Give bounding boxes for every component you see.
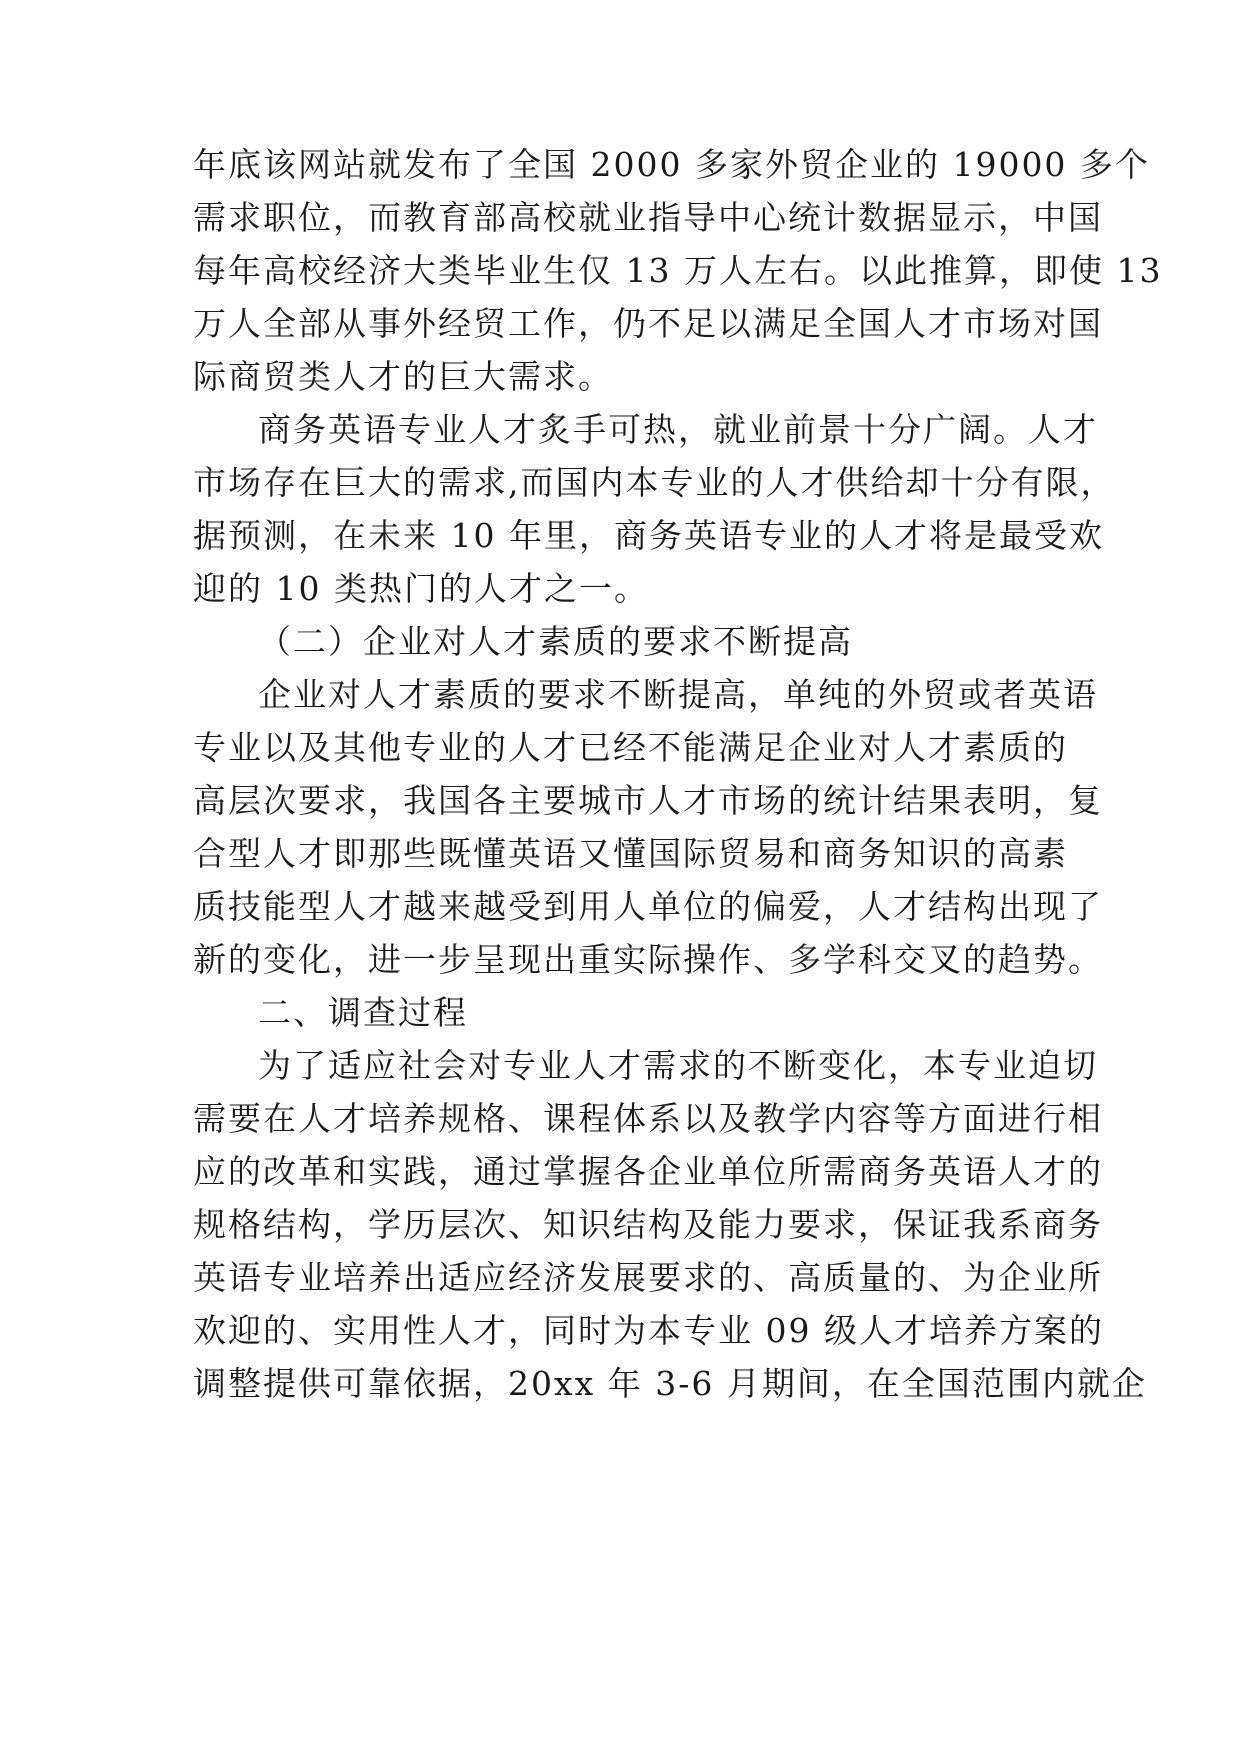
paragraph-4-line-1: 企业对人才素质的要求不断提高，单纯的外贸或者英语 xyxy=(258,675,1098,714)
paragraph-6-line-6: 欢迎的、实用性人才，同时为本专业 09 级人才培养方案的 xyxy=(193,1311,1104,1350)
paragraph-4-line-5: 质技能型人才越来越受到用人单位的偏爱，人才结构出现了 xyxy=(193,887,1103,926)
paragraph-2-line-4: 迎的 10 类热门的人才之一。 xyxy=(193,569,649,608)
paragraph-1-line-2: 需求职位，而教育部高校就业指导中心统计数据显示，中国 xyxy=(193,198,1103,237)
paragraph-2-line-2: 市场存在巨大的需求,而国内本专业的人才供给却十分有限， xyxy=(193,463,1116,502)
paragraph-4-line-6: 新的变化，进一步呈现出重实际操作、多学科交叉的趋势。 xyxy=(193,940,1103,979)
paragraph-6-line-1: 为了适应社会对专业人才需求的不断变化，本专业迫切 xyxy=(258,1046,1098,1085)
paragraph-6-line-2: 需要在人才培养规格、课程体系以及教学内容等方面进行相 xyxy=(193,1099,1103,1138)
paragraph-4-line-3: 高层次要求，我国各主要城市人才市场的统计结果表明，复 xyxy=(193,781,1103,820)
paragraph-2-line-3: 据预测，在未来 10 年里，商务英语专业的人才将是最受欢 xyxy=(193,516,1104,555)
section-heading: 二、调查过程 xyxy=(258,993,468,1032)
paragraph-1-line-4: 万人全部从事外经贸工作，仍不足以满足全国人才市场对国 xyxy=(193,304,1103,343)
paragraph-6-line-7: 调整提供可靠依据，20xx 年 3-6 月期间，在全国范围内就企 xyxy=(193,1364,1147,1403)
paragraph-6-line-3: 应的改革和实践，通过掌握各企业单位所需商务英语人才的 xyxy=(193,1152,1103,1191)
paragraph-1-line-5: 际商贸类人才的巨大需求。 xyxy=(193,357,613,396)
paragraph-6-line-4: 规格结构，学历层次、知识结构及能力要求，保证我系商务 xyxy=(193,1205,1103,1244)
section-subheading: （二）企业对人才素质的要求不断提高 xyxy=(258,622,853,661)
paragraph-6-line-5: 英语专业培养出适应经济发展要求的、高质量的、为企业所 xyxy=(193,1258,1103,1297)
paragraph-4-line-4: 合型人才即那些既懂英语又懂国际贸易和商务知识的高素 xyxy=(193,834,1068,873)
paragraph-1-line-3: 每年高校经济大类毕业生仅 13 万人左右。以此推算，即使 13 xyxy=(193,251,1163,290)
paragraph-1-line-1: 年底该网站就发布了全国 2000 多家外贸企业的 19000 多个 xyxy=(193,145,1150,184)
paragraph-4-line-2: 专业以及其他专业的人才已经不能满足企业对人才素质的 xyxy=(193,728,1068,767)
paragraph-2-line-1: 商务英语专业人才炙手可热，就业前景十分广阔。人才 xyxy=(258,410,1098,449)
